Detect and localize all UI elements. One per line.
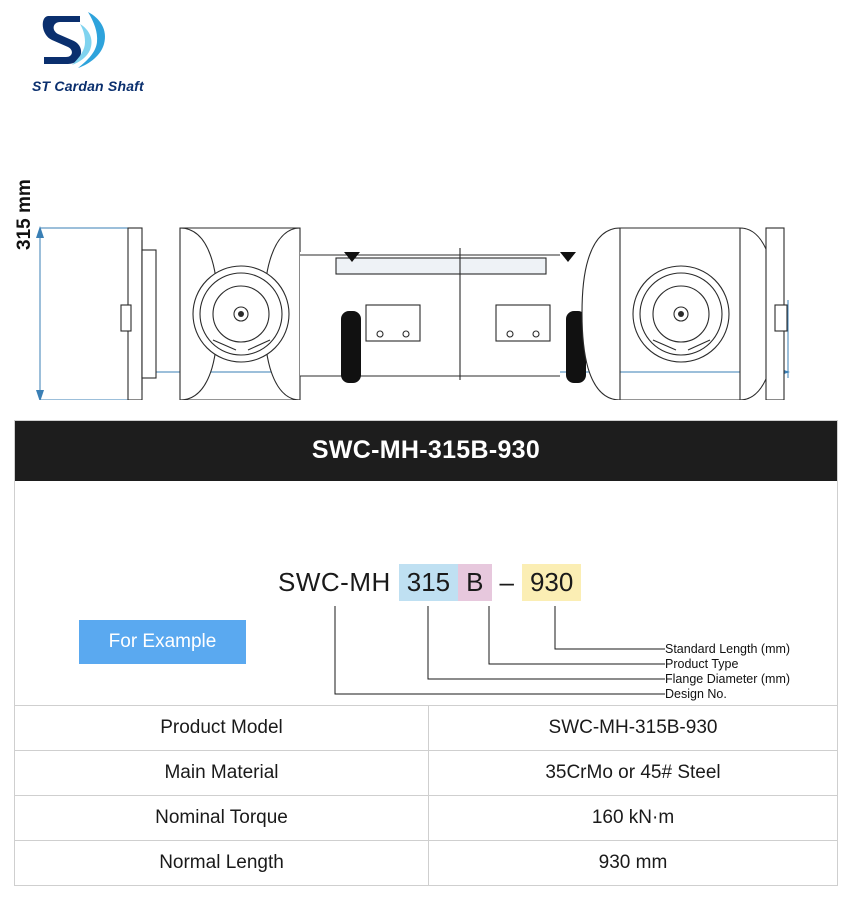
callout-flange-diameter: Flange Diameter (mm) xyxy=(665,672,791,686)
code-segment-flange-diameter: 315 xyxy=(399,564,458,601)
code-segment-standard-length: 930 xyxy=(522,564,581,601)
code-segment-design-no: SWC-MH xyxy=(278,567,391,597)
callout-product-type: Product Type xyxy=(665,657,739,671)
table-row xyxy=(15,841,837,886)
spec-value-product-model: SWC-MH-315B-930 xyxy=(548,717,718,738)
height-dimension-label: 315 mm xyxy=(14,179,35,250)
callout-design-no: Design No. xyxy=(665,687,727,701)
for-example-badge: For Example xyxy=(79,620,246,664)
st-swoosh-logo-icon xyxy=(40,10,110,72)
model-code-row xyxy=(270,564,581,601)
brand-name: ST Cardan Shaft xyxy=(32,78,144,94)
spec-key-nominal-torque: Nominal Torque xyxy=(15,796,429,841)
table-row xyxy=(15,796,837,841)
product-title: SWC-MH-315B-930 xyxy=(15,421,837,481)
spec-key-normal-length: Normal Length xyxy=(15,841,429,886)
callout-standard-length: Standard Length (mm) xyxy=(665,642,791,656)
product-spec-card xyxy=(14,420,838,886)
product-technical-drawing xyxy=(0,100,852,400)
spec-value-main-material: 35CrMo or 45# Steel xyxy=(429,751,838,796)
brand-logo xyxy=(26,8,176,98)
table-row xyxy=(15,706,837,751)
spec-key-main-material: Main Material xyxy=(15,751,429,796)
model-code-breakdown xyxy=(15,481,837,706)
table-row xyxy=(15,751,837,796)
spec-value-normal-length: 930 mm xyxy=(429,841,838,886)
code-segment-product-type: B xyxy=(458,564,491,601)
spec-table xyxy=(15,706,837,885)
spec-key-product-model: Product Model xyxy=(15,706,429,751)
code-segment-dash: – xyxy=(499,567,514,597)
spec-value-nominal-torque: 160 kN·m xyxy=(429,796,838,841)
